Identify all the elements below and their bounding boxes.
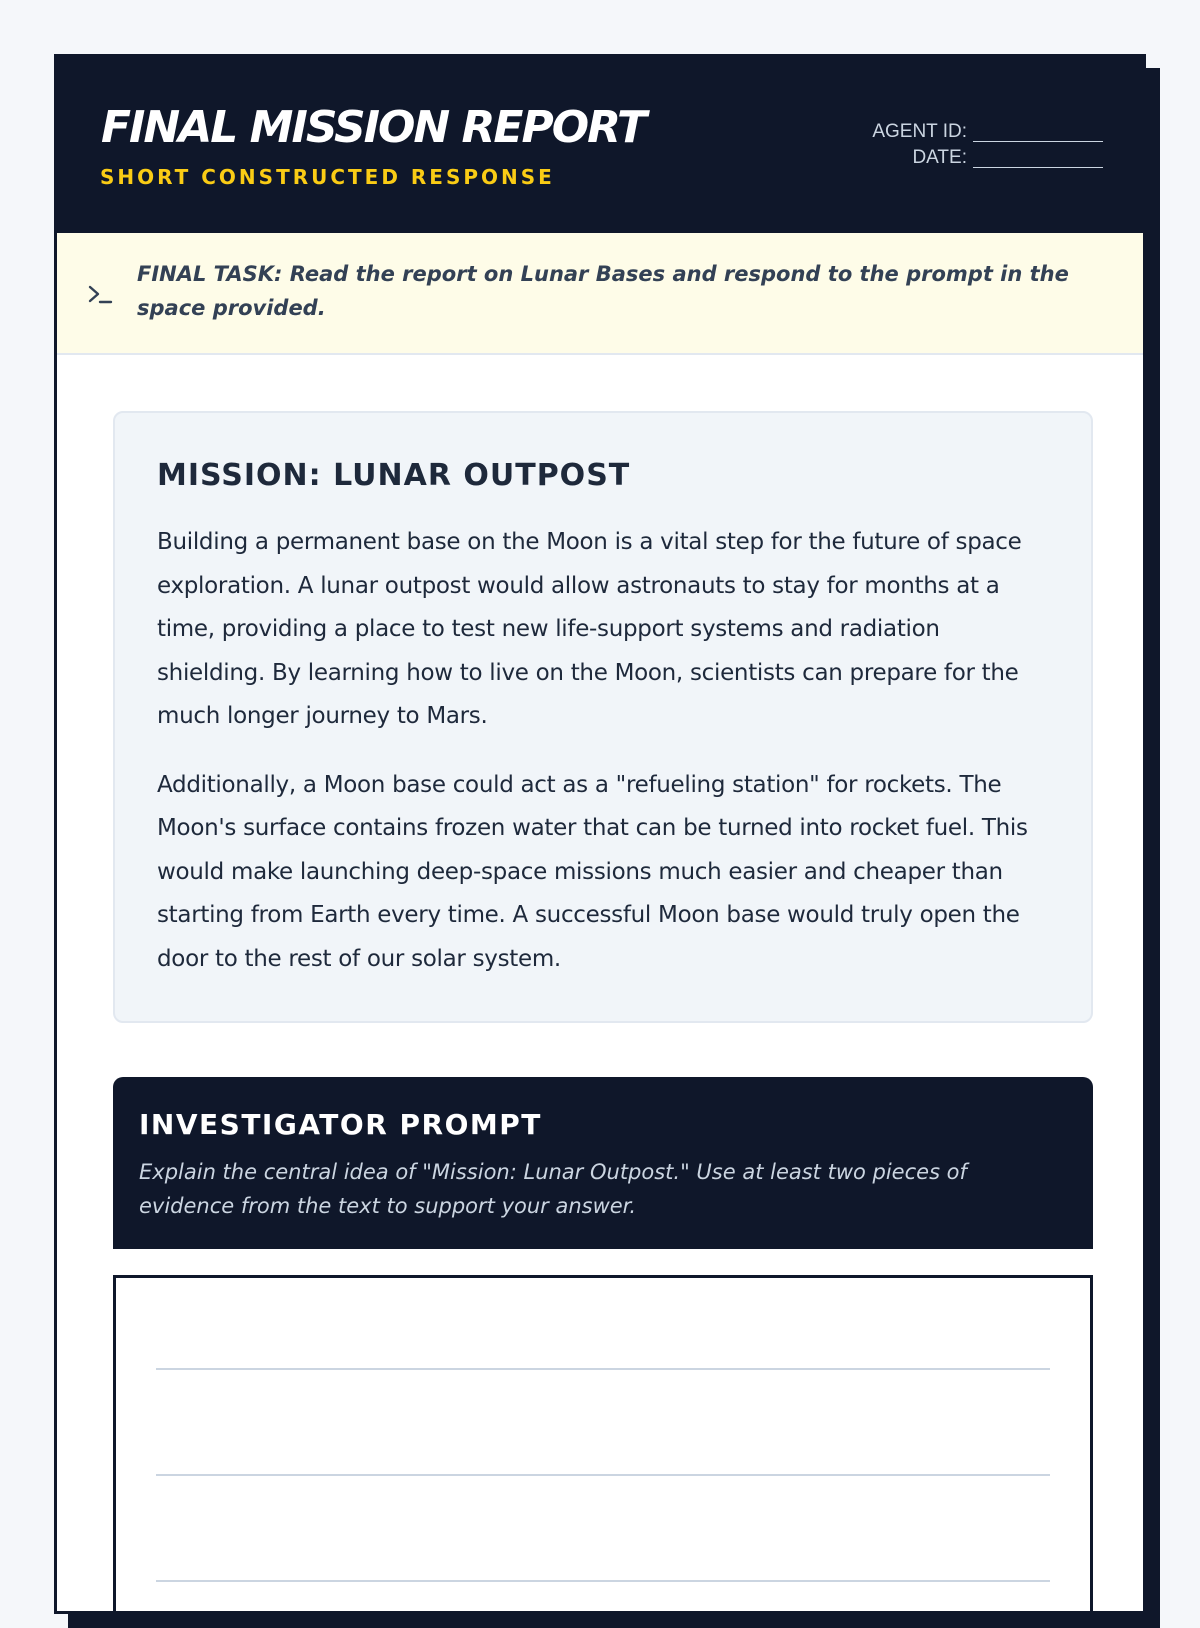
report-title: FINAL MISSION REPORT <box>101 102 646 153</box>
answer-line <box>156 1474 1050 1476</box>
date-label: DATE: <box>912 147 967 168</box>
passage-paragraph: Additionally, a Moon base could act as a "refueling station" for rockets. The Moon's surface contains frozen water that can be turned into rocket fuel. This would make launching deep-space missions much easier and cheaper than starting from Earth every time. A successful Moon base would truly open the door to the rest of our solar system. <box>157 771 1028 972</box>
terminal-prompt-icon <box>87 279 115 309</box>
answer-line <box>156 1368 1050 1370</box>
task-instructions <box>57 233 1143 355</box>
answer-line <box>156 1580 1050 1582</box>
investigator-prompt <box>113 1077 1093 1249</box>
worksheet-page <box>54 54 1146 1614</box>
report-header <box>57 57 1143 233</box>
agent-info <box>872 119 1103 171</box>
agent-id-label: AGENT ID: <box>872 121 967 142</box>
report-subtitle: SHORT CONSTRUCTED RESPONSE <box>100 165 555 189</box>
agent-id-blank[interactable] <box>973 141 1103 142</box>
passage-title: MISSION: LUNAR OUTPOST <box>157 458 631 493</box>
date-blank[interactable] <box>973 167 1103 168</box>
reading-passage <box>113 411 1093 1023</box>
answer-area[interactable] <box>113 1275 1093 1614</box>
agent-id-row <box>872 119 1103 145</box>
task-text: FINAL TASK: Read the report on Lunar Bases and respond to the prompt in the space provided. <box>137 262 1069 320</box>
prompt-text: Explain the central idea of "Mission: Lunar Outpost." Use at least two pieces of evidence from the text to support your answer. <box>139 1160 967 1218</box>
passage-paragraph: Building a permanent base on the Moon is a vital step for the future of space exploration. A lunar outpost would allow astronauts to stay for months at a time, providing a place to test new life-support systems and radiation shielding. By learning how to live on the Moon, scientists can prepare for the much longer journey to Mars. <box>157 529 1022 729</box>
date-row <box>872 145 1103 171</box>
prompt-title: INVESTIGATOR PROMPT <box>139 1108 542 1141</box>
